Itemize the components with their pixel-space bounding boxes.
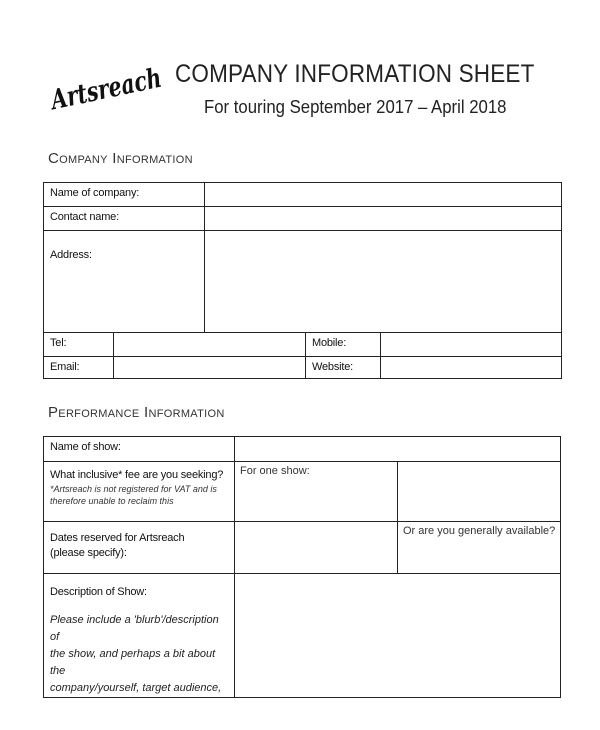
address-label-cell	[44, 231, 205, 333]
dates-label-cell	[44, 522, 235, 574]
website-label-cell	[306, 357, 381, 379]
mobile-label-cell	[306, 333, 381, 357]
address-label: Address:	[50, 249, 92, 261]
show-name-label: Name of show:	[50, 441, 121, 453]
email-label: Email:	[50, 361, 80, 373]
fee-note: *Artsreach is not registered for VAT and is therefore unable to reclaim this	[50, 484, 217, 506]
contact-name-label-cell	[44, 207, 205, 231]
address-field[interactable]	[205, 231, 562, 333]
description-hint-line3: company/yourself, target audience,	[50, 682, 222, 694]
availability-field[interactable]	[398, 522, 561, 574]
tel-label-cell	[44, 333, 114, 357]
company-name-field[interactable]	[205, 183, 562, 207]
dates-label-line1: Dates reserved for Artsreach	[50, 532, 185, 544]
page-title: COMPANY INFORMATION SHEET	[175, 60, 535, 88]
dates-label-line2: (please specify):	[50, 547, 127, 559]
tel-label: Tel:	[50, 337, 67, 349]
availability-label: Or are you generally available?	[403, 525, 556, 537]
mobile-field[interactable]	[381, 333, 562, 357]
description-label: Description of Show:	[50, 586, 147, 598]
company-name-label-cell	[44, 183, 205, 207]
page-subtitle: For touring September 2017 – April 2018	[204, 97, 507, 117]
dates-field[interactable]	[235, 522, 398, 574]
company-name-label: Name of company:	[50, 187, 140, 199]
description-hint	[44, 598, 234, 697]
contact-name-label: Contact name:	[50, 211, 119, 223]
performance-section-title: Performance Information	[48, 404, 225, 421]
website-field[interactable]	[381, 357, 562, 379]
fee-label-cell	[44, 462, 235, 522]
description-field[interactable]	[235, 574, 561, 698]
fee-one-show-field[interactable]	[235, 462, 398, 522]
show-name-field[interactable]	[235, 437, 561, 462]
contact-name-field[interactable]	[205, 207, 562, 231]
fee-one-show-label: For one show:	[240, 465, 310, 477]
fee-extra-field[interactable]	[398, 462, 561, 522]
description-label-cell	[44, 574, 235, 698]
company-info-table	[43, 182, 562, 379]
fee-label: What inclusive* fee are you seeking?	[50, 469, 224, 481]
description-hint-line1: Please include a 'blurb'/description of	[50, 614, 219, 643]
company-section-title: Company Information	[48, 150, 193, 167]
website-label: Website:	[312, 361, 353, 373]
logo-text: Artsreach	[48, 55, 200, 117]
performance-info-table	[43, 436, 561, 698]
email-field[interactable]	[114, 357, 306, 379]
description-hint-line2: the show, and perhaps a bit about the	[50, 648, 216, 677]
show-name-label-cell	[44, 437, 235, 462]
mobile-label: Mobile:	[312, 337, 347, 349]
tel-field[interactable]	[114, 333, 306, 357]
email-label-cell	[44, 357, 114, 379]
artsreach-logo	[48, 55, 200, 117]
